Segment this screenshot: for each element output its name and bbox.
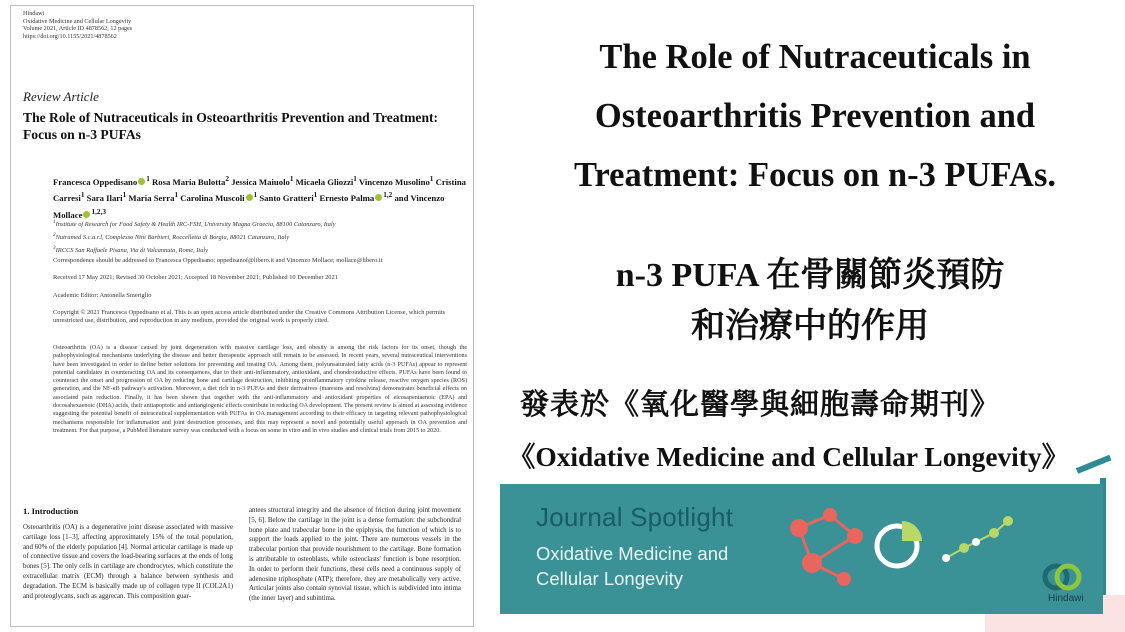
- author: Sara Ilari: [86, 193, 123, 204]
- author: Santo Gratteri: [259, 193, 314, 204]
- network-icon: [790, 508, 863, 586]
- paper-doi: https://doi.org/10.1155/2021/4878562: [23, 32, 117, 40]
- paper-copyright: Copyright © 2021 Francesca Oppedisano et al. This is an open access article distributed under the Creative Commons Attribution License, which permits unrestricted use, distribution, and reproduction in any medium, provided the original work is properly cited.: [53, 309, 446, 325]
- author: Vincenzo Musolino: [358, 176, 430, 187]
- paper-journal: Oxidative Medicine and Cellular Longevity: [23, 17, 132, 25]
- affiliation: $^2$Nutramed S.c.a.r.l, Complesso Nini Barbieri, Roccelletta di Borgia, 88021 Catanzaro, Italy: [53, 232, 290, 242]
- affiliation: $^1$Institute of Research for Food Safety & Health IRC-FSH, University Magna Graecia, 88100 Catanzaro, Italy: [53, 219, 336, 229]
- author: Vincenzo Mollace: [53, 193, 445, 220]
- paper-affiliations: [53, 217, 468, 256]
- decorative-bar: [1076, 455, 1112, 474]
- body-column-right: antees structural integrity and the absence of friction during joint movement [5, 6]. Below the cartilage in the joint is a dense formation: the subchondral bone plate and trabecular bone in the epiphysis, the function of which is to support the loads applied to the joint. There are numerous vessels in the trabecular portion that provide nourishment to the cartilage. Bone formation is attributable to osteoblasts, while osteoclasts' function is bone resorption. In order to perform their functions, these cells need a continuous supply of adenosine triphosphate (ATP); therefore, they are metabolically very active. Articular joints also contain synovial tissue, which is subdivided into intima (the inner layer) and subintima.: [249, 507, 461, 603]
- body-column-left: Osteoarthritis (OA) is a degenerative joint disease associated with massive cartilage loss [1–3], affecting approximately 15% of the total population, and 60% of the elderly population [4]. Normal articular cartilage is made up of connective tissue and covers the load-bearing surfaces at the ends of long bones [5]. The only cells in cartilage are chondrocytes, which constitute the extracellular matrix (ECM) through a balance between synthesis and degradation. The ECM is basically made up of collagen type II (COL2A1) and proteoglycans, such as aggrecan. This composition guar-: [23, 524, 233, 600]
- affiliation: $^3$IRCCS San Raffaele Pisana, Via di Valcannuta, Rome, Italy: [53, 245, 209, 255]
- banner-journal-line2: Cellular Longevity: [536, 567, 684, 589]
- orcid-icon: [138, 178, 145, 185]
- pie-chart-icon: [877, 521, 922, 566]
- paper-abstract: Osteoarthritis (OA) is a disease caused by joint degeneration with massive cartilage loss, and obesity is among the risk factors for its onset, though the pathophysiological mechanisms underlying the disease and better therapeutic approach still remain to be assessed. In recent years, several nutraceutical interventions have been investigated in order to define better solutions for preventing and treating OA. Among them, polyunsaturated fatty acids (n-3 PUFAs) appear to represent potential candidates in counteracting OA and its consequences, due to their anti-inflammatory, antioxidant, and chondroinductive effects. PUFAs have been found to counteract the onset and progression of OA by reducing bone and cartilage destruction, inhibiting proinflammatory cytokine release, reactive oxygen species (ROS) generation, and the NF-κB pathway's activation. Moreover, a diet rich in n-3 PUFAs and their derivatives (maresins and resolvins) demonstrates beneficial effects on associated pain reduction. Finally, it has been shown that together with the anti-inflammatory and antioxidant properties of eicosapentaenoic (EPA) and docosahexaenoic (DHA) acids, their antiapoptotic and antiangiogenic effects contribute in reducing OA development. The present review is aimed at assessing evidence suggesting the potential benefit of nutraceutical supplementation with PUFAs in OA management according to their efficacy in targeting relevant pathophysiological mechanisms responsible for inflammation and joint destruction processes, and this may represent a novel and potentially useful approach in OA prevention and treatment. For that purpose, a PubMed literature survey was conducted with a focus on some in vitro and in vivo studies and clinical trials from 2015 to 2020.: [53, 345, 467, 434]
- banner-journal-line1: Oxidative Medicine and: [536, 543, 729, 564]
- paper-dates: Received 17 May 2021; Revised 30 October 2021; Accepted 18 November 2021; Published 10 December 2021: [53, 274, 338, 281]
- author: Cristina Carresi: [53, 176, 466, 204]
- paper-publisher: Hindawi: [23, 10, 45, 17]
- author: Ernesto Palma: [319, 193, 375, 204]
- banner-artwork: [500, 484, 1103, 614]
- english-title: The Role of Nutraceuticals in Osteoarthritis Prevention and Treatment: Focus on n-3 PUFAs.: [574, 38, 1056, 194]
- author: Maria Serra: [128, 193, 175, 204]
- author: Francesca Oppedisano: [53, 176, 138, 187]
- paper-volume: Volume 2021, Article ID 4878562, 12 pages: [23, 25, 133, 33]
- paper-category: Review Article: [23, 89, 99, 104]
- orcid-icon: [375, 194, 382, 201]
- paper-page-image: [10, 5, 474, 627]
- orcid-icon: [246, 194, 253, 201]
- english-journal-line: 《Oxidative Medicine and Cellular Longevity》: [508, 442, 1069, 472]
- banner-heading: Journal Spotlight: [536, 502, 734, 532]
- author: Rosa Maria Bulotta: [152, 176, 226, 187]
- chinese-journal-line: 發表於《氧化醫學與細胞壽命期刊》: [520, 389, 1001, 421]
- journal-spotlight-banner: [500, 484, 1103, 614]
- author: Micaela Gliozzi: [295, 176, 354, 187]
- chinese-title: [540, 250, 1080, 352]
- author: Jessica Maiuolo: [231, 176, 290, 187]
- chinese-title-line1: n-3 PUFA 在骨關節炎預防: [615, 257, 1005, 294]
- section-heading: 1. Introduction: [23, 506, 79, 516]
- paper-title: The Role of Nutraceuticals in Osteoarthritis Prevention and Treatment: Focus on n-3 PUFAs: [23, 110, 439, 142]
- scatter-line-icon: [942, 516, 1013, 562]
- author: Carolina Muscoli: [180, 193, 245, 204]
- paper-correspondence: Correspondence should be addressed to Francesca Oppedisano; oppedisanof@libero.it and Vincenzo Mollace; mollace@libero.it: [53, 257, 383, 264]
- paper-authors: Francesca Oppedisano $^1$ Rosa Maria Bulotta$^2$ Jessica Maiuolo$^1$ Micaela Gliozzi$^1$ Vincenzo Musolino$^1$ Cristina Carresi$^1$ Sara Ilari$^1$ Maria Serra$^1$ Carolina Muscoli $^1$ Santo Gratteri$^1$ Ernesto Palma $^{1,2}$ and Vincenzo Mollace $^{1,2,3}$: [53, 175, 466, 220]
- paper-editor: Academic Editor: Antonella Smeriglio: [53, 292, 152, 299]
- chinese-title-line2: 和治療中的作用: [691, 308, 929, 345]
- hindawi-logo-icon: [1045, 566, 1079, 588]
- paper-header-meta: [23, 10, 132, 40]
- hindawi-brand-text: Hindawi: [1048, 593, 1084, 604]
